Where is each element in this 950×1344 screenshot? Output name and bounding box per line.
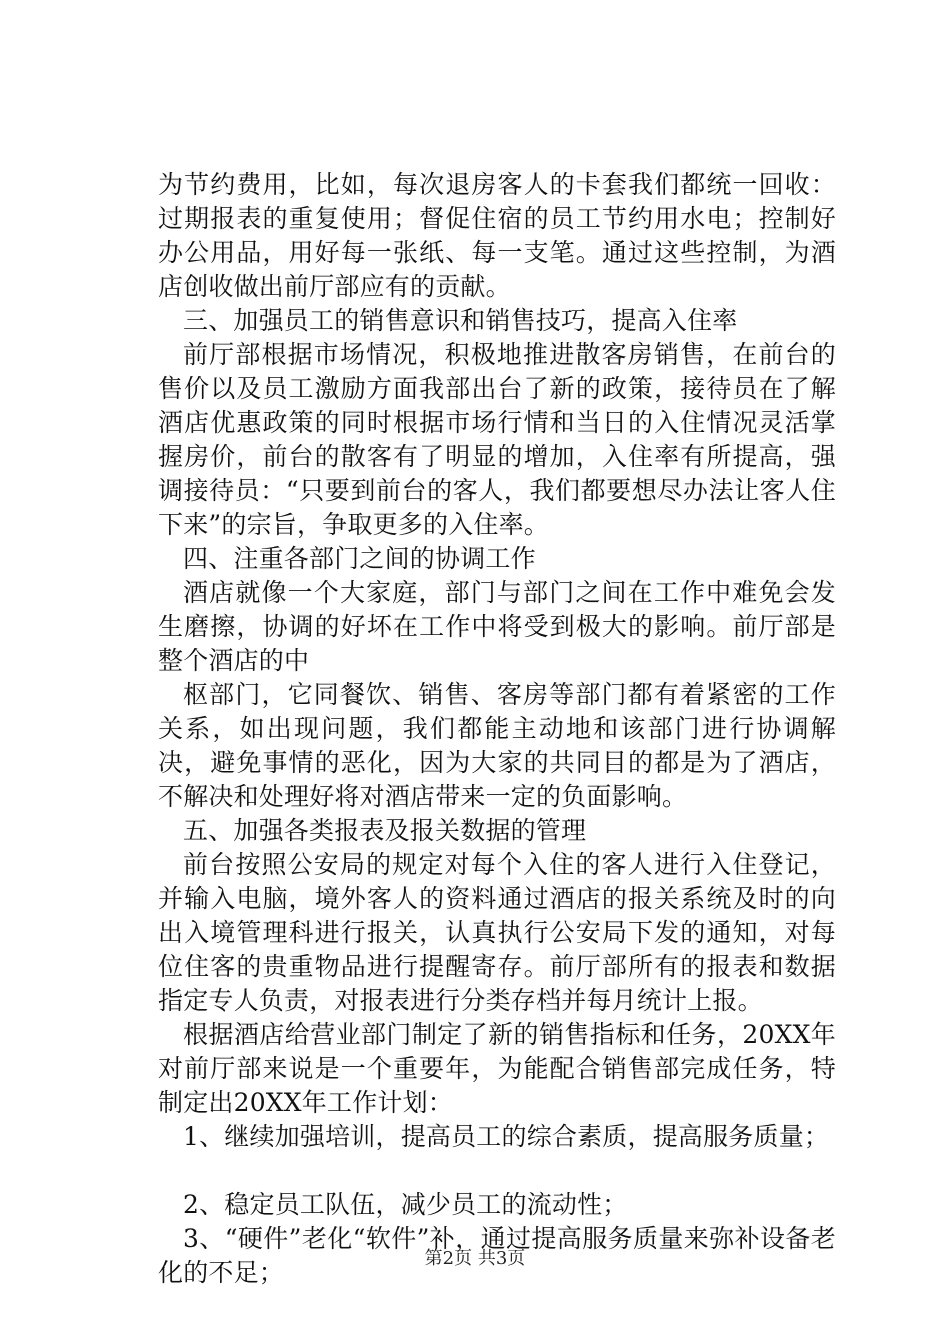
section-heading: 2、稳定员工队伍，减少员工的流动性；: [183, 1190, 628, 1219]
body-paragraph: 前台按照公安局的规定对每个入住的客人进行入住登记，并输入电脑，境外客人的资料通过酒店的报关系统及时的向出入境管理科进行报关，认真执行公安局下发的通知，对每位住客的贵重物品进行提醒寄存。前厅部所有的报表和数据指定专人负责，对报表进行分类存档并每月统计上报。: [158, 850, 836, 1015]
body-paragraph: 酒店就像一个大家庭，部门与部门之间在工作中难免会发生磨擦，协调的好坏在工作中将受到极大的影响。前厅部是整个酒店的中: [158, 578, 836, 675]
section-heading: 三、加强员工的销售意识和销售技巧，提高入住率: [183, 306, 738, 335]
page-footer: 第2页 共3页: [424, 1248, 526, 1269]
body-paragraph: 枢部门，它同餐饮、销售、客房等部门都有着紧密的工作关系，如出现问题，我们都能主动地和该部门进行协调解决，避免事情的恶化，因为大家的共同目的都是为了酒店，不解决和处理好将对酒店带来一定的负面影响。: [158, 680, 836, 811]
section-heading: 1、继续加强培训，提高员工的综合素质，提高服务质量；: [183, 1122, 830, 1151]
document-body: [158, 168, 836, 1290]
body-paragraph: 3、“硬件”老化“软件”补，通过提高服务质量来弥补设备老化的不足；: [158, 1224, 836, 1287]
section-heading: 五、加强各类报表及报关数据的管理: [183, 816, 587, 845]
body-paragraph: 根据酒店给营业部门制定了新的销售指标和任务，20XX年对前厅部来说是一个重要年，为能配合销售部完成任务，特制定出20XX年工作计划：: [158, 1020, 836, 1117]
body-paragraph-continued: 为节约费用，比如，每次退房客人的卡套我们都统一回收：过期报表的重复使用；督促住宿的员工节约用水电；控制好办公用品，用好每一张纸、每一支笔。通过这些控制，为酒店创收做出前厅部应有的贡献。: [158, 170, 836, 301]
body-paragraph: 前厅部根据市场情况，积极地推进散客房销售，在前台的售价以及员工激励方面我部出台了新的政策，接待员在了解酒店优惠政策的同时根据市场行情和当日的入住情况灵活掌握房价，前台的散客有了明显的增加，入住率有所提高，强调接待员：“只要到前台的客人，我们都要想尽办法让客人住下来”的宗旨，争取更多的入住率。: [158, 340, 836, 539]
section-heading: 四、注重各部门之间的协调工作: [183, 544, 536, 573]
paragraph-gap: [158, 1154, 836, 1188]
